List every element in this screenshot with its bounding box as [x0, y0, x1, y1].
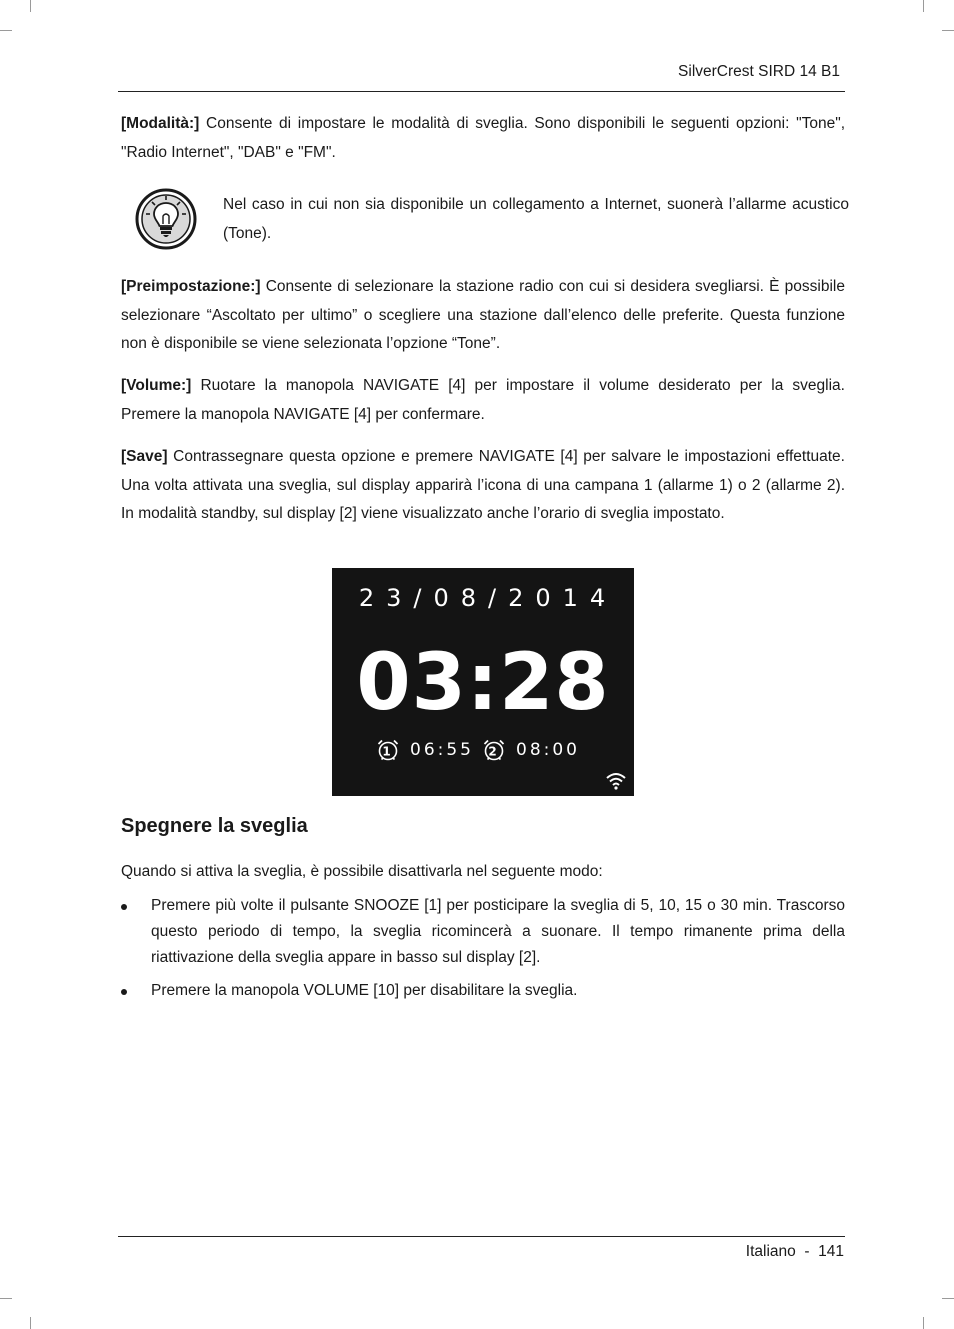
section-intro: Quando si attiva la sveglia, è possibile disattivarla nel seguente modo: [121, 863, 603, 880]
paragraph-modalita [121, 110, 845, 167]
crop-mark [923, 0, 924, 12]
document-header: SilverCrest SIRD 14 B1 [678, 63, 840, 80]
text-save: Contrassegnare questa opzione e premere NAVIGATE [4] per salvare le impostazioni effettuate. Una volta attivata una sveglia, sul display apparirà l’icona di una campana 1 (allarme 1) o 2 (allarme 2). In modalità standby, sul display [2] viene visualizzato anche l’orario di sveglia impostato. [121, 448, 845, 522]
crop-mark [942, 1298, 954, 1299]
wifi-icon [606, 772, 626, 790]
header-rule [118, 91, 845, 92]
crop-mark [923, 1317, 924, 1329]
paragraph-save [121, 443, 845, 529]
display-date: 23/08/2014 [358, 584, 618, 612]
note-text: Nel caso in cui non sia disponibile un collegamento a Internet, suonerà l’allarme acustico (Tone). [223, 196, 849, 242]
alarm2-number: 2 [488, 744, 500, 759]
term-volume: [Volume:] [121, 377, 192, 394]
bullet-text: Premere la manopola VOLUME [10] per disabilitare la sveglia. [151, 982, 578, 999]
bullet-dot [121, 904, 127, 910]
text-modalita: Consente di impostare le modalità di sveglia. Sono disponibili le seguenti opzioni: "Tone", "Radio Internet", "DAB" e "FM". [121, 115, 845, 161]
text-volume: Ruotare la manopola NAVIGATE [4] per impostare il volume desiderato per la sveglia. Premere la manopola NAVIGATE [4] per confermare. [121, 377, 845, 423]
alarm1-time: 06:55 [410, 740, 474, 760]
display-clock: 03:28 [356, 638, 610, 728]
page-footer: Italiano - 141 [745, 1243, 844, 1260]
text-preimpostazione: Consente di selezionare la stazione radio con cui si desidera svegliarsi. È possibile selezionare “Ascoltato per ultimo” o scegliere una stazione dall’elenco delle preferite. Questa funzione non è disponibile se viene selezionata l’opzione “Tone”. [121, 278, 845, 352]
display-alarms [376, 738, 588, 762]
standby-display [332, 568, 634, 796]
crop-mark [30, 1317, 31, 1329]
crop-mark [0, 30, 12, 31]
lightbulb-icon [134, 187, 198, 251]
bullet-dot [121, 989, 127, 995]
term-modalita: [Modalità:] [121, 115, 200, 132]
bullet-list [121, 893, 845, 1004]
alarm-bell-icon [376, 738, 400, 762]
alarm2-time: 08:00 [516, 740, 580, 760]
section-heading: Spegnere la sveglia [121, 815, 308, 837]
crop-mark [942, 30, 954, 31]
bullet-text: Premere più volte il pulsante SNOOZE [1] per posticipare la sveglia di 5, 10, 15 o 30 min. Trascorso questo periodo di tempo, la sveglia ricomincerà a suonare. Il tempo rimanente prima della riattivazione della sveglia appare in basso sul display [2]. [151, 897, 845, 966]
alarm-bell-icon [482, 738, 506, 762]
list-item [121, 978, 845, 1004]
paragraph-preimpostazione [121, 273, 845, 359]
list-item [121, 893, 845, 971]
crop-mark [30, 0, 31, 12]
paragraph-volume [121, 372, 845, 429]
term-save: [Save] [121, 448, 168, 465]
term-preimpostazione: [Preimpostazione:] [121, 278, 261, 295]
crop-mark [0, 1298, 12, 1299]
alarm1-number: 1 [382, 744, 394, 759]
footer-rule [118, 1236, 845, 1237]
